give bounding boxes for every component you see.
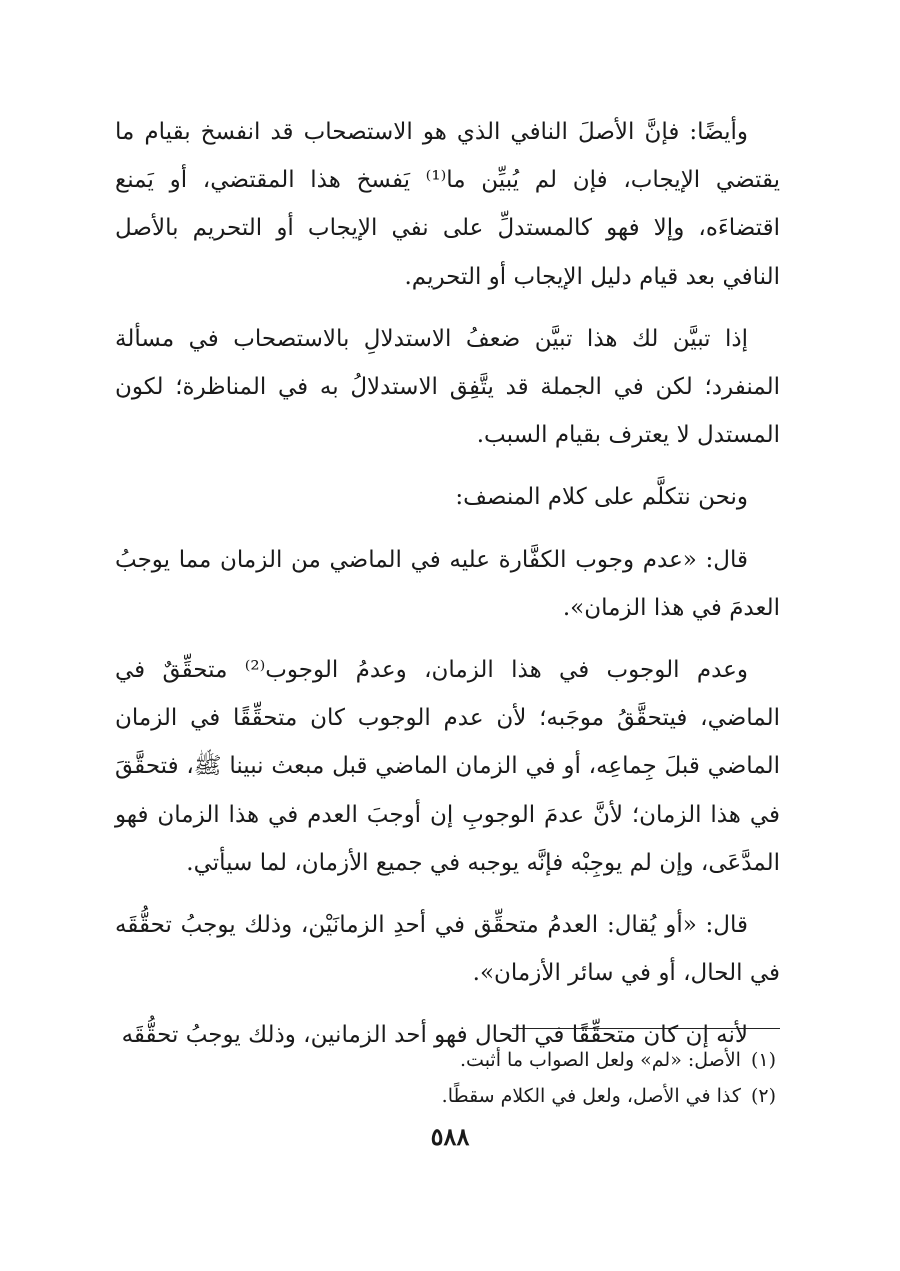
paragraph: وأيضًا: فإنَّ الأصلَ النافي الذي هو الاستصحاب قد انفسخ بقيام ما يقتضي الإيجاب، فإن لم يُبيِّن ما⁽¹⁾ يَفسخ هذا المقتضي، أو يَمنع اقتضاءَه، وإلا فهو كالمستدلِّ على نفي الإيجاب أو التحريم بالأصل النافي بعد قيام دليل الإيجاب أو التحريم. — [115, 119, 780, 290]
footnote-text: الأصل: «لم» ولعل الصواب ما أثبت. — [460, 1049, 741, 1071]
footnote-text: كذا في الأصل، ولعل في الكلام سقطًا. — [441, 1085, 741, 1107]
footnote-number: (١) — [750, 1049, 776, 1071]
paragraph: ونحن نتكلَّم على كلام المنصف: — [455, 484, 748, 511]
page-number: ٥٨٨ — [430, 1122, 470, 1151]
paragraph: قال: «أو يُقال: العدمُ متحقِّق في أحدِ الزمانَيْن، وذلك يوجبُ تحقُّقَه في الحال، أو في سائر الأزمان». — [115, 912, 780, 987]
paragraph: قال: «عدم وجوب الكفَّارة عليه في الماضي من الزمان مما يوجبُ العدمَ في هذا الزمان». — [115, 546, 780, 621]
main-text — [115, 108, 780, 1074]
footnote-divider — [512, 1028, 780, 1029]
footnote-number: (٢) — [750, 1085, 776, 1107]
footnote — [116, 1078, 776, 1114]
paragraph: لأنه إن كان متحقِّقًا في الحال فهو أحد الزمانين، وذلك يوجبُ تحقُّقَه — [121, 1022, 748, 1049]
paragraph: إذا تبيَّن لك هذا تبيَّن ضعفُ الاستدلالِ بالاستصحاب في مسألة المنفرد؛ لكن في الجملة قد يتَّفِق الاستدلالُ به في المناظرة؛ لكون المستدل لا يعترف بقيام السبب. — [115, 325, 780, 449]
footnote — [116, 1042, 776, 1078]
footnotes — [116, 1042, 776, 1114]
paragraph: وعدم الوجوب في هذا الزمان، وعدمُ الوجوب⁽²⁾ متحقِّقٌ في الماضي، فيتحقَّقُ موجَبه؛ لأن عدم الوجوب كان متحقِّقًا في الزمان الماضي قبلَ جِماعِه، أو في الزمان الماضي قبل مبعث نبينا ﷺ، فتحقَّقَ في هذا الزمان؛ لأنَّ عدمَ الوجوبِ إن أوجبَ العدم في هذا الزمان فهو المدَّعَى، وإن لم يوجِبْه فإنَّه يوجبه في جميع الأزمان، لما سيأتي. — [115, 657, 780, 876]
